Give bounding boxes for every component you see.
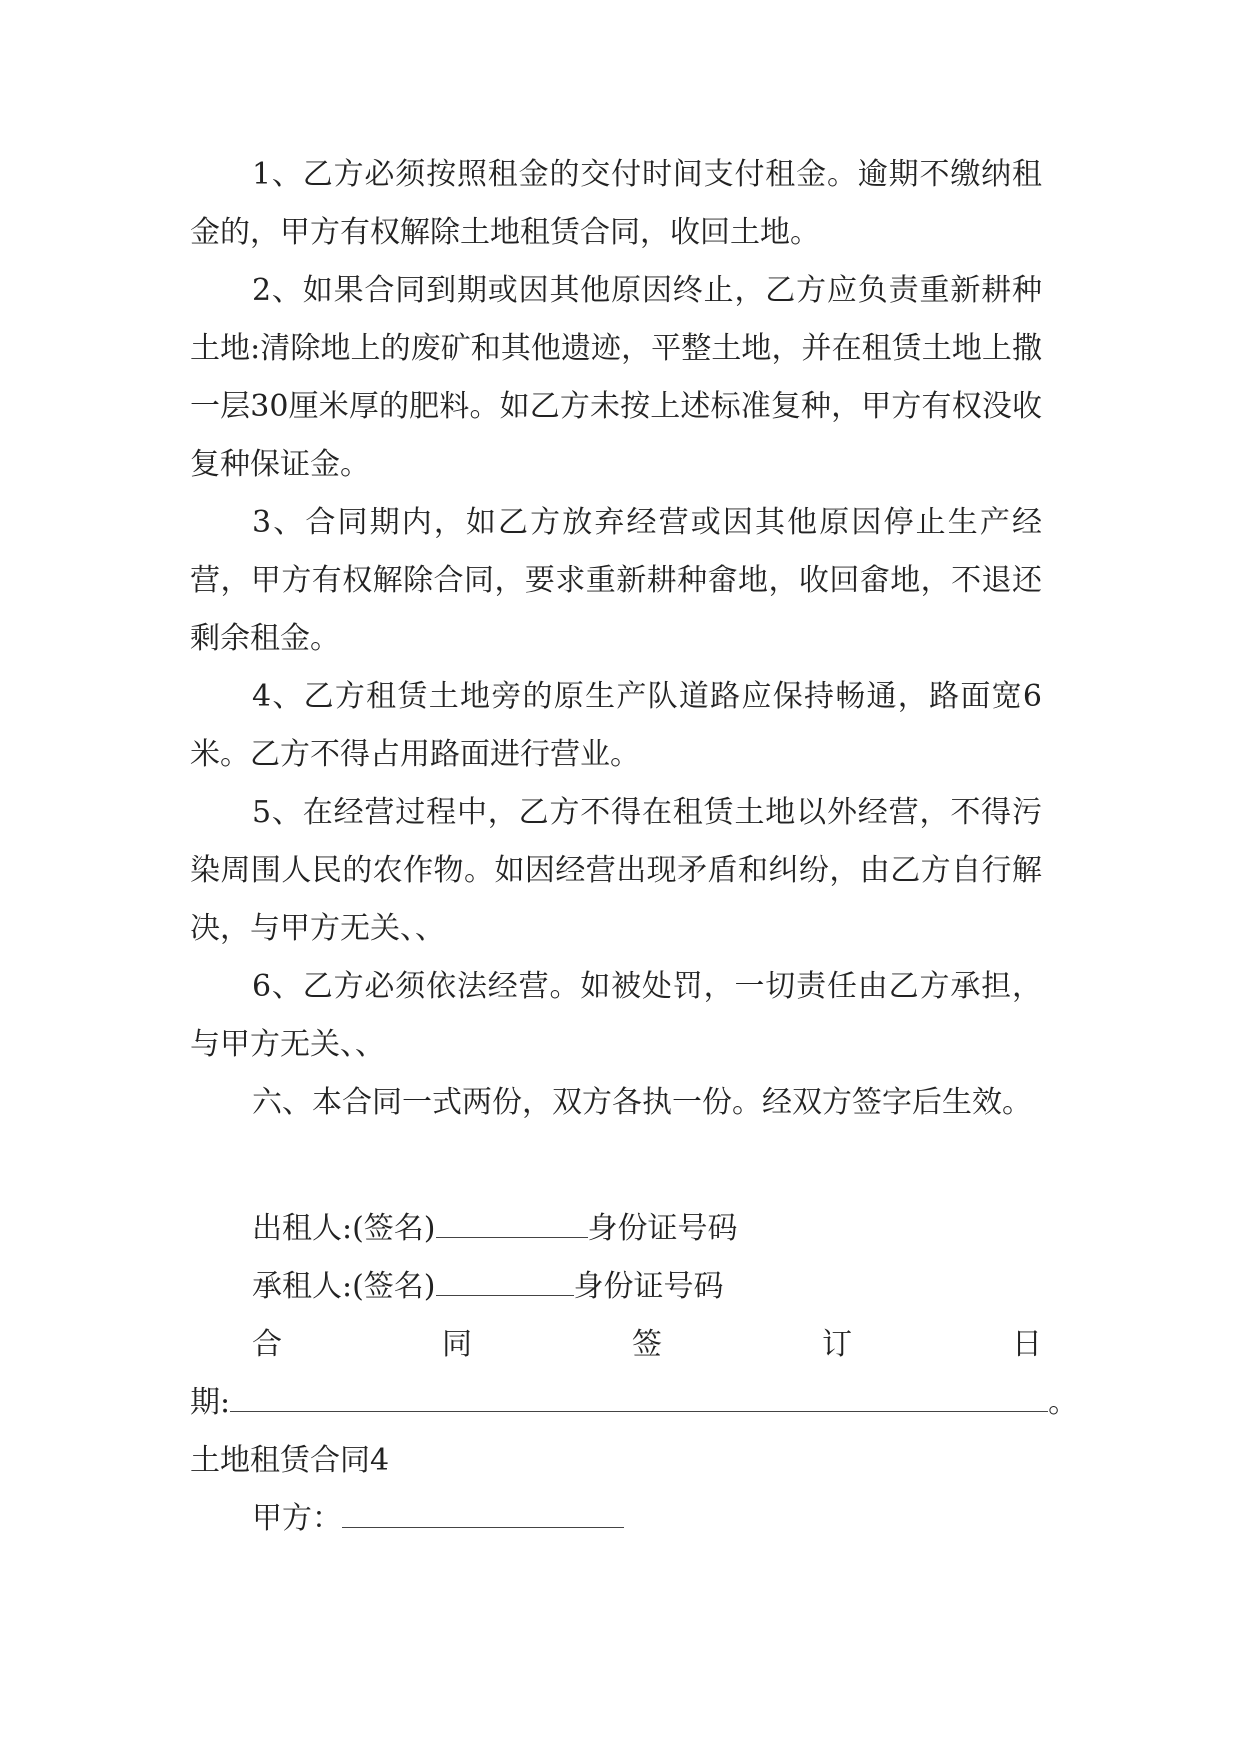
- date-char-5: 日: [1012, 1327, 1042, 1362]
- lessee-label: 承租人:(签名): [252, 1269, 436, 1304]
- lessor-id-label: 身份证号码: [587, 1211, 738, 1246]
- clause-5: 5、在经营过程中，乙方不得在租赁土地以外经营，不得污染周围人民的农作物。如因经营出现矛盾和纠纷，由乙方自行解决，与甲方无关、、: [190, 795, 1042, 946]
- date-char-2: 同: [442, 1327, 472, 1362]
- contract-date-line: [190, 1374, 1078, 1432]
- clause-1: 1、乙方必须按照租金的交付时间支付租金。逾期不缴纳租金的，甲方有权解除土地租赁合同，收回土地。: [190, 157, 1042, 250]
- date-blank: [230, 1383, 1048, 1413]
- clause-6: 6、乙方必须依法经营。如被处罚，一切责任由乙方承担，与甲方无关、、: [190, 969, 1042, 1062]
- lessee-signature-blank: [436, 1267, 574, 1297]
- clause-2: 2、如果合同到期或因其他原因终止，乙方应负责重新耕种土地:清除地上的废矿和其他遗迹，平整土地，并在租赁土地上撒一层30厘米厚的肥料。如乙方未按上述标准复种，甲方有权没收复种保证金。: [190, 273, 1042, 482]
- date-char-4: 订: [822, 1327, 852, 1362]
- lessor-signature-blank: [436, 1209, 588, 1239]
- party-a-blank: [342, 1499, 624, 1529]
- contract-date-label: [252, 1316, 1042, 1374]
- clause-3: 3、合同期内，如乙方放弃经营或因其他原因停止生产经营，甲方有权解除合同，要求重新耕种畲地，收回畲地，不退还剩余租金。: [190, 505, 1042, 656]
- lessee-signature-line: [252, 1258, 724, 1316]
- party-a-label: 甲方：: [252, 1501, 342, 1536]
- clause-4: 4、乙方租赁土地旁的原生产队道路应保持畅通，路面宽6米。乙方不得占用路面进行营业。: [190, 679, 1042, 772]
- section-title: 土地租赁合同4: [190, 1443, 390, 1478]
- date-continuation: 期:: [190, 1385, 231, 1420]
- date-end-mark: 。: [1048, 1385, 1079, 1420]
- clause-validity: 六、本合同一式两份，双方各执一份。经双方签字后生效。: [252, 1085, 1032, 1120]
- lessor-label: 出租人:(签名): [252, 1211, 436, 1246]
- lessor-signature-line: [252, 1200, 738, 1258]
- date-char-3: 签: [632, 1327, 662, 1362]
- lessee-id-label: 身份证号码: [573, 1269, 724, 1304]
- date-char-1: 合: [252, 1327, 282, 1362]
- party-a-line: [252, 1490, 624, 1548]
